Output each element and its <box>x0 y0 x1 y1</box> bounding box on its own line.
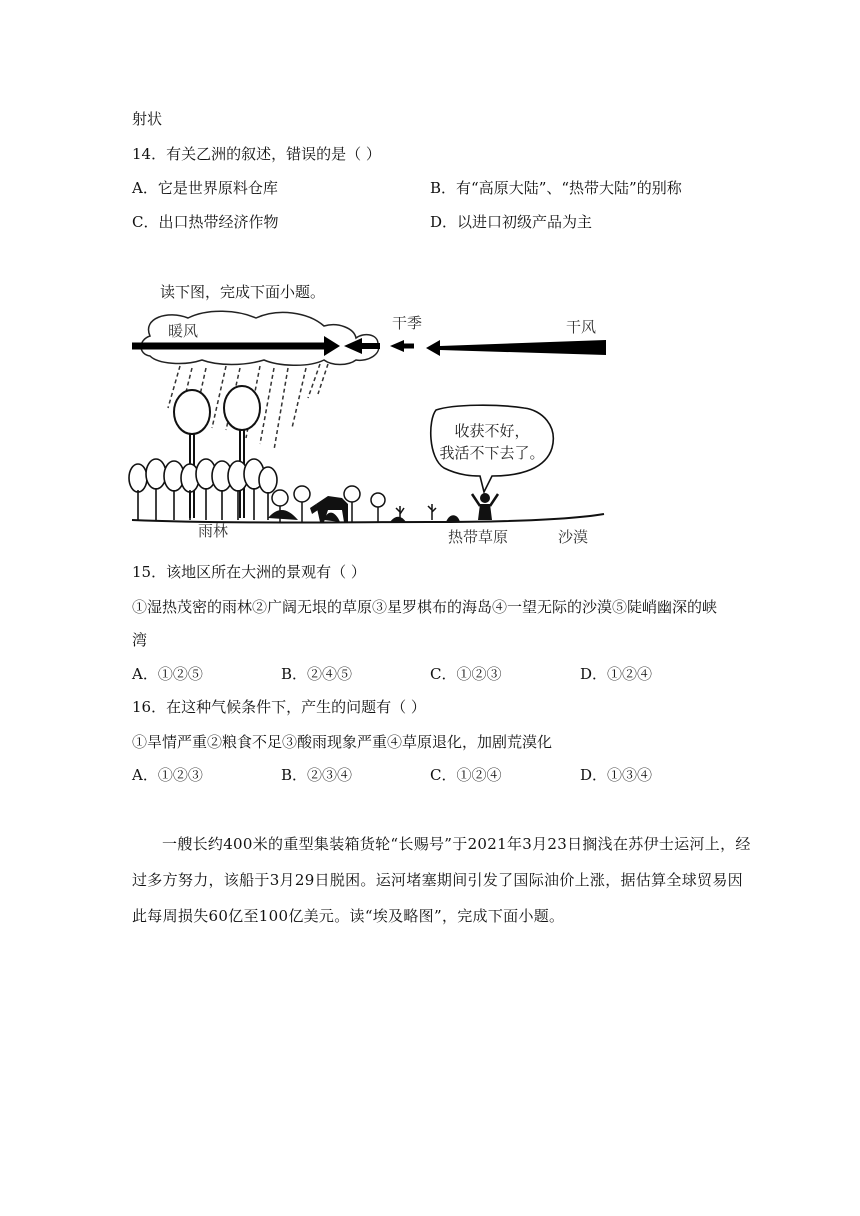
question-16-statement: ①旱情严重②粮食不足③酸雨现象严重④草原退化，加剧荒漠化 <box>132 733 553 751</box>
label-desert: 沙漠 <box>558 528 589 546</box>
dry-wind-arrow <box>426 340 606 356</box>
question-14-stem: 14．有关乙洲的叙述，错误的是（ ） <box>132 145 381 163</box>
label-dry-wind: 干风 <box>566 318 597 336</box>
question-15-option-d: D．①②④ <box>580 665 653 683</box>
question-14-option-a: A．它是世界原料仓库 <box>132 179 278 197</box>
question-15-option-b: B．②④⑤ <box>281 665 353 683</box>
question-15-stem: 15．该地区所在大洲的景观有（ ） <box>132 563 366 581</box>
previous-answer-fragment: 射状 <box>132 110 163 128</box>
question-16-option-a: A．①②③ <box>132 766 203 784</box>
question-16-option-b: B．②③④ <box>281 766 353 784</box>
question-16-option-d: D．①③④ <box>580 766 653 784</box>
question-14-option-d: D．以进口初级产品为主 <box>430 213 593 231</box>
speech-line-1: 收获不好， <box>454 422 530 440</box>
climate-illustration <box>128 308 608 548</box>
question-14-option-b: B．有“高原大陆”、“热带大陆”的别称 <box>430 179 682 197</box>
question-16-option-c: C．①②④ <box>430 766 502 784</box>
question-16-stem: 16．在这种气候条件下，产生的问题有（ ） <box>132 698 426 716</box>
label-savanna: 热带草原 <box>448 528 509 546</box>
farmer-figure-icon <box>472 493 498 520</box>
figure-intro: 读下图，完成下面小题。 <box>160 283 326 301</box>
passage-text: 一艘长约400米的重型集装箱货轮“长赐号”于2021年3月23日搁浅在苏伊士运河上，经过多方努力，该船于3月29日脱困。运河堵塞期间引发了国际油价上涨，据估算全球贸易因此每周损失60亿至100亿美元。读“埃及略图”，完成下面小题。 <box>132 835 751 925</box>
label-rainforest: 雨林 <box>198 522 229 540</box>
question-15-option-a: A．①②⑤ <box>132 665 203 683</box>
label-dry-season: 干季 <box>392 314 423 332</box>
suez-passage <box>132 826 752 934</box>
question-15-statement: ①湿热茂密的雨林②广阔无垠的草原③星罗棋布的海岛④一望无际的沙漠⑤陡峭幽深的峡 <box>132 598 718 616</box>
speech-line-2: 我活不下去了。 <box>439 444 545 462</box>
question-14-option-c: C．出口热带经济作物 <box>132 213 279 231</box>
label-warm-wind: 暖风 <box>168 322 199 340</box>
question-15-option-c: C．①②③ <box>430 665 502 683</box>
question-15-statement-wrap: 湾 <box>132 631 148 649</box>
